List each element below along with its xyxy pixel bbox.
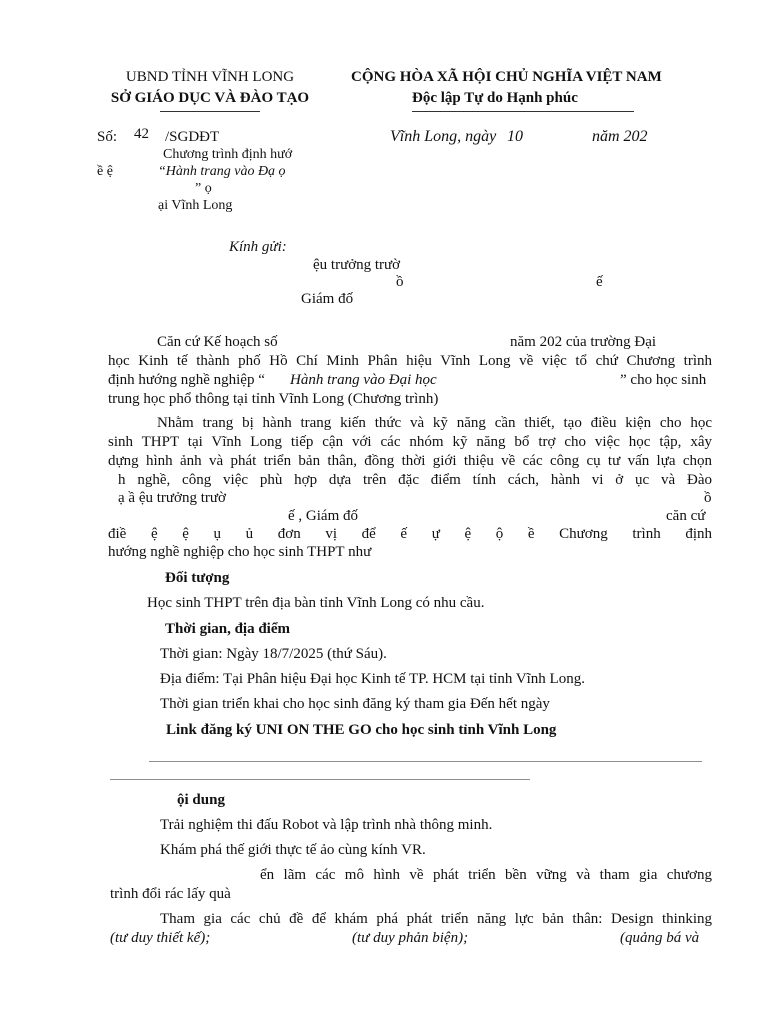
registration-link-2[interactable] <box>110 779 530 780</box>
section-2-title: Thời gian, địa điểm <box>165 621 291 637</box>
subject-line-1: Chương trình định hướ <box>163 147 293 162</box>
p2-line-7: điề ệ ệ ụ ủ đơn vị để ế ự ệ ộ ề Chương trình định <box>108 526 712 542</box>
department-name: SỞ GIÁO DỤC VÀ ĐÀO TẠO <box>110 90 310 106</box>
p1-line-4: trung học phổ thông tại tỉnh Vĩnh Long (Chương trình) <box>108 391 439 407</box>
department-underline <box>160 111 260 112</box>
section-4-title: ội dung <box>177 792 225 808</box>
subject-line-2-italic: “Hành trang vào Đạ ọ <box>158 164 286 179</box>
subject-line-2-prefix: ề ệ <box>97 164 113 179</box>
content-robot: Trải nghiệm thi đấu Robot và lập trình nhà thông minh. <box>160 817 493 833</box>
doc-number-label: Số: <box>97 129 118 145</box>
salutation: Kính gửi: <box>229 239 287 255</box>
p2-line-3: dựng hình ảnh và phát triển bản thân, đồng thời giới thiệu về các công cụ tư vấn lựa chọn <box>108 453 712 469</box>
section-1-text: Học sinh THPT trên địa bàn tỉnh Vĩnh Long có nhu cầu. <box>147 595 485 611</box>
national-title: CỘNG HÒA XÃ HỘI CHỦ NGHĨA VIỆT NAM <box>351 69 662 85</box>
subject-line-3: ” ọ <box>195 181 212 196</box>
registration-link[interactable] <box>149 761 702 762</box>
motto-underline <box>412 111 634 112</box>
content-topics-2c: (quảng bá và <box>620 930 700 946</box>
doc-number: 42 <box>134 126 149 142</box>
p1-line-3b: ” cho học sinh <box>620 372 707 388</box>
section-1-title: Đối tượng <box>165 570 230 586</box>
content-exhibition: ển lãm các mô hình về phát triển bền vững và tham gia chương <box>260 867 712 883</box>
p2-line-2: sinh THPT tại Vĩnh Long tiếp cận với các nhóm kỹ năng bổ trợ cho việc học tập, xây <box>108 434 712 450</box>
p2-line-8: hướng nghề nghiệp cho học sinh THPT như <box>108 544 372 560</box>
p2-line-4: h nghề, công việc phù hợp dựa trên đặc điểm tính cách, hành vi ở ục và Đào <box>118 472 712 488</box>
content-topics-2a: (tư duy thiết kế); <box>110 930 211 946</box>
recipient-3: Giám đố <box>301 291 354 307</box>
p1-line-1a: Căn cứ Kế hoạch số <box>157 334 278 350</box>
p2-line-6b: căn cứ <box>666 508 706 524</box>
p2-line-1: Nhằm trang bị hành trang kiến thức và kỹ năng cần thiết, tạo điều kiện cho học <box>157 415 712 431</box>
doc-number-suffix: /SGDĐT <box>165 129 220 145</box>
content-vr: Khám phá thế giới thực tế ảo cùng kính VR. <box>160 842 426 858</box>
recipient-2b: ế <box>596 274 603 290</box>
section-2-deadline: Thời gian triển khai cho học sinh đăng ký tham gia Đến hết ngày <box>160 696 550 712</box>
section-2-time: Thời gian: Ngày 18/7/2025 (thứ Sáu). <box>160 646 387 662</box>
date-year: năm 202 <box>592 128 648 145</box>
date-day: 10 <box>507 128 523 145</box>
subject-line-4: ại Vĩnh Long <box>158 198 233 213</box>
place-date: Vĩnh Long, ngày <box>390 128 497 145</box>
section-2-place: Địa điểm: Tại Phân hiệu Đại học Kinh tế TP. HCM tại tỉnh Vĩnh Long. <box>160 671 585 687</box>
national-motto: Độc lập Tự do Hạnh phúc <box>412 90 578 106</box>
p2-line-5b: ồ <box>704 490 712 506</box>
p1-line-2: học Kinh tế thành phố Hồ Chí Minh Phân hiệu Vĩnh Long về việc tổ chứ Chương trình <box>108 353 712 369</box>
recipient-1: ệu trưởng trườ <box>313 257 401 273</box>
agency-name: UBND TỈNH VĨNH LONG <box>125 69 295 85</box>
recipient-2a: ồ <box>396 274 404 290</box>
content-exhibition-2: trình đổi rác lấy quà <box>110 886 231 902</box>
p2-line-5a: ạ ầ ệu trưởng trườ <box>118 490 226 506</box>
section-3-title: Link đăng ký UNI ON THE GO cho học sinh tỉnh Vĩnh Long <box>166 722 557 738</box>
p1-line-3-italic: Hành trang vào Đại học <box>290 372 437 388</box>
p1-line-1b: năm 202 của trường Đại <box>510 334 657 350</box>
content-topics: Tham gia các chủ đề để khám phá phát triển năng lực bản thân: Design thinking <box>160 911 712 927</box>
p2-line-6a: ế , Giám đố <box>288 508 358 524</box>
p1-line-3a: định hướng nghề nghiệp “ <box>108 372 265 388</box>
content-topics-2b: (tư duy phản biện); <box>352 930 469 946</box>
